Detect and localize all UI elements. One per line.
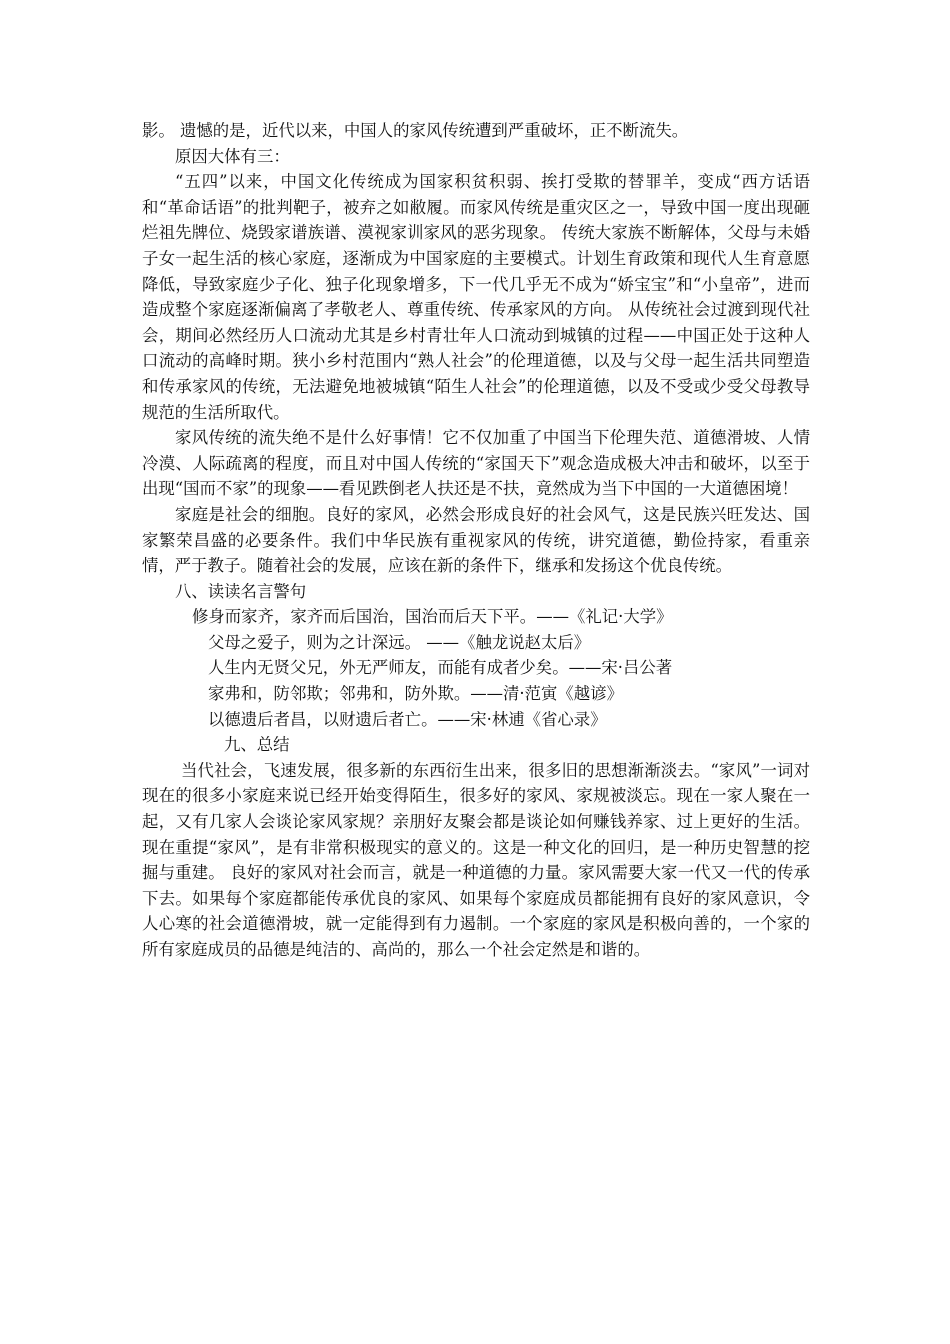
section-heading-summary: 九、总结 [224,735,290,755]
quote-item: 以德遗后者昌，以财遗后者亡。——宋·林逋《省心录》 [208,709,607,729]
paragraph-reasons-intro: 原因大体有三： [175,146,290,166]
quote-item: 父母之爱子，则为之计深远。 ——《触龙说赵太后》 [208,632,591,652]
quote-item: 家弗和，防邻欺；邻弗和，防外欺。——清·范寅《越谚》 [208,684,623,704]
paragraph-loss-consequences: 家风传统的流失绝不是什么好事情！它不仅加重了中国当下伦理失范、道德滑坡、人情冷漠、人际疏离的程度，而且对中国人传统的“家国天下”观念造成极大冲击和破坏，以至于出现“国而不家”的现象——看见跌倒老人扶还是不扶，竟然成为当下中国的一大道德困境！ [142,428,810,499]
paragraph-reasons: “五四”以来，中国文化传统成为国家积贫积弱、挨打受欺的替罪羊，变成“西方话语和“革命话语”的批判靶子，被弃之如敝履。而家风传统是重灾区之一，导致中国一度出现砸烂祖先牌位、烧毁家谱族谱、漠视家训家风的恶劣现象。 传统大家族不断解体，父母与未婚子女一起生活的核心家庭，逐渐成为中国家庭的主要模式。计划生育政策和现代人生育意愿降低，导致家庭少子化、独子化现象增多，下一代几乎无不成为“娇宝宝”和“小皇帝”，进而造成整个家庭逐渐偏离了孝敬老人、尊重传统、传承家风的方向。 从传统社会过渡到现代社会，期间必然经历人口流动尤其是乡村青壮年人口流动到城镇的过程——中国正处于这种人口流动的高峰时期。狭小乡村范围内“熟人社会”的伦理道德，以及与父母一起生活共同塑造和传承家风的传统，无法避免地被城镇“陌生人社会”的伦理道德，以及不受或少受父母教导规范的生活所取代。 [142,172,810,422]
quote-item: 人生内无贤父兄，外无严师友，而能有成者少矣。——宋·吕公著 [208,658,673,678]
paragraph-family-cell: 家庭是社会的细胞。良好的家风，必然会形成良好的社会风气，这是民族兴旺发达、国家繁荣昌盛的必要条件。我们中华民族有重视家风的传统，讲究道德，勤俭持家，看重亲情，严于教子。随着社会的发展，应该在新的条件下，继承和发扬这个优良传统。 [142,504,810,576]
paragraph-continuation: 影。 遗憾的是，近代以来，中国人的家风传统遭到严重破坏，正不断流失。 [142,121,689,140]
document-page [142,118,810,963]
section-heading-quotes: 八、读读名言警句 [175,581,307,601]
paragraph-summary: 当代社会，飞速发展，很多新的东西衍生出来，很多旧的思想渐渐淡去。“家风”一词对现在的很多小家庭来说已经开始变得陌生，很多好的家风、家规被淡忘。现在一家人聚在一起，又有几家人会谈论家风家规？亲朋好友聚会都是谈论如何赚钱养家、过上更好的生活。现在重提“家风”，是有非常积极现实的意义的。这是一种文化的回归，是一种历史智慧的挖掘与重建。 良好的家风对社会而言，就是一种道德的力量。家风需要大家一代又一代的传承下去。如果每个家庭都能传承优良的家风、如果每个家庭成员都能拥有良好的家风意识，令人心寒的社会道德滑坡，就一定能得到有力遏制。一个家庭的家风是积极向善的，一个家的所有家庭成员的品德是纯洁的、高尚的，那么一个社会定然是和谐的。 [142,760,810,959]
quote-item: 修身而家齐，家齐而后国治，国治而后天下平。——《礼记·大学》 [192,607,673,627]
